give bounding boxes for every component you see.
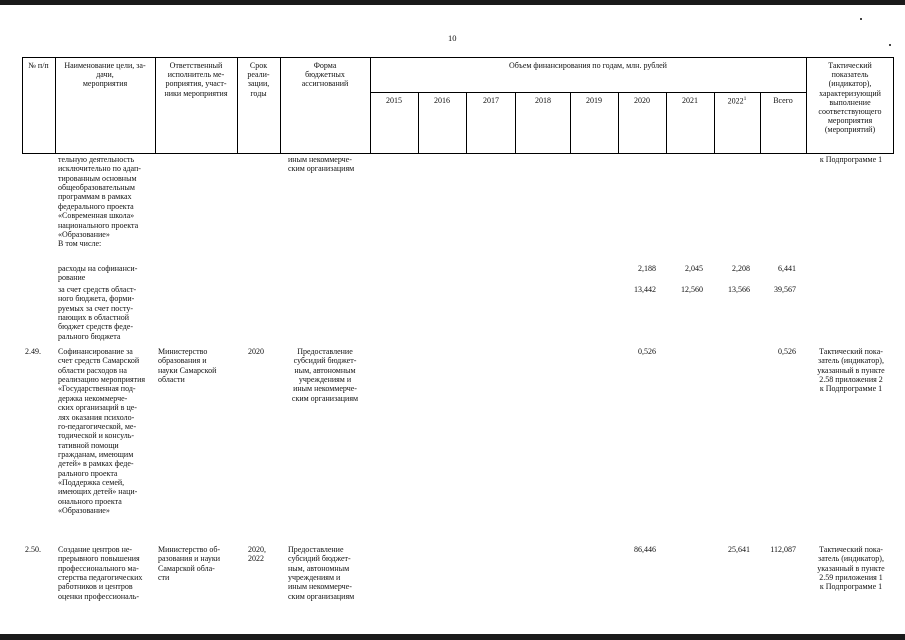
header-term: Срок реали- зации, годы bbox=[247, 61, 270, 98]
year-2021: 2021 bbox=[682, 96, 698, 105]
year-2015: 2015 bbox=[386, 96, 402, 105]
cell-2020: 2,188 bbox=[638, 264, 656, 273]
cell-name: за счет средств област- ного бюджета, форми- руемых за счет посту- пающих в областной бюджет средств феде- рального бюджета bbox=[58, 285, 137, 341]
year-total: Всего bbox=[773, 96, 793, 105]
cell-2021: 12,560 bbox=[681, 285, 703, 294]
header-name: Наименование цели, за- дачи, мероприятия bbox=[64, 61, 146, 89]
year-2022: 2022$^1$ bbox=[727, 96, 747, 106]
page-number: 10 bbox=[448, 33, 457, 43]
cell-2022: 2,208 bbox=[732, 264, 750, 273]
cell-name: расходы на софинанси- рование bbox=[58, 264, 138, 283]
header-executor: Ответственный исполнитель ме- роприятия, участ- ники мероприятия bbox=[164, 61, 228, 98]
footnote-mark: 1 bbox=[743, 96, 747, 102]
cell-name: тельную деятельность исключительно по адап- тированным основным общеобразовательным программам в рамках федерального проекта «Современная школа» национального проекта «Образование» В том числе: bbox=[58, 155, 141, 249]
header-form: Форма бюджетных ассигнований bbox=[301, 61, 349, 89]
cell-total: 6,441 bbox=[778, 264, 796, 273]
cell-2020: 13,442 bbox=[634, 285, 656, 294]
cell-form: Предоставление субсидий бюджет- ным, автономным учреждениям и иным некоммерче- ским организациям bbox=[291, 347, 359, 403]
cell-form: иным некоммерче- ским организациям bbox=[288, 155, 355, 174]
header-num: № п/п bbox=[28, 61, 49, 70]
cell-executor: Министерство об- разования и науки Самарской обла- сти bbox=[158, 545, 221, 583]
bottom-scan-border bbox=[0, 634, 905, 640]
cell-indicator: Тактический пока- затель (индикатор), указанный в пункте 2.58 приложения 2 к Подпрограмме 1 bbox=[817, 347, 885, 394]
cell-2021: 2,045 bbox=[685, 264, 703, 273]
cell-2022: 13,566 bbox=[728, 285, 750, 294]
cell-term: 2020 bbox=[248, 347, 264, 356]
cell-form: Предоставление субсидий бюджет- ным, автономным учреждениям и иным некоммерче- ским организациям bbox=[288, 545, 355, 601]
year-2018: 2018 bbox=[535, 96, 551, 105]
header-indicator: Тактический показатель (индикатор), характеризующий выполнение соответствующего мероприятия (мероприятий) bbox=[818, 61, 882, 135]
cell-total: 112,087 bbox=[770, 545, 796, 554]
scan-speck bbox=[889, 44, 891, 46]
year-2016: 2016 bbox=[434, 96, 450, 105]
cell-2020: 86,446 bbox=[634, 545, 656, 554]
cell-2020: 0,526 bbox=[638, 347, 656, 356]
scan-speck bbox=[860, 18, 862, 20]
cell-indicator: Тактический пока- затель (индикатор), указанный в пункте 2.59 приложения 1 к Подпрограмме 1 bbox=[817, 545, 885, 592]
year-2020: 2020 bbox=[634, 96, 650, 105]
cell-name: Софинансирование за счет средств Самарской области расходов на реализацию мероприятия «Государственная под- держка некоммерче- ских организаций в це- лях оказания психоло- го-педагогической, ме- тодической и консуль- тативной помощи гражданам, имеющим детей» в рамках феде- рального проекта «Поддержка семей, имеющих детей» наци- онального проекта «Образование» bbox=[58, 347, 146, 516]
cell-term: 2020, 2022 bbox=[248, 545, 266, 564]
cell-total: 39,567 bbox=[774, 285, 796, 294]
cell-name: Создание центров не- прерывного повышения профессионального ма- стерства педагогических работников и центров оценки профессиональ- bbox=[58, 545, 143, 601]
year-2019: 2019 bbox=[586, 96, 602, 105]
top-scan-border bbox=[0, 0, 905, 5]
cell-2022: 25,641 bbox=[728, 545, 750, 554]
cell-num: 2.50. bbox=[25, 545, 41, 554]
year-2017: 2017 bbox=[483, 96, 499, 105]
cell-indicator: к Подпрограмме 1 bbox=[819, 155, 883, 164]
cell-total: 0,526 bbox=[778, 347, 796, 356]
cell-num: 2.49. bbox=[25, 347, 41, 356]
cell-executor: Министерство образования и науки Самарской области bbox=[158, 347, 217, 385]
header-financing: Объем финансирования по годам, млн. рублей bbox=[509, 61, 667, 70]
